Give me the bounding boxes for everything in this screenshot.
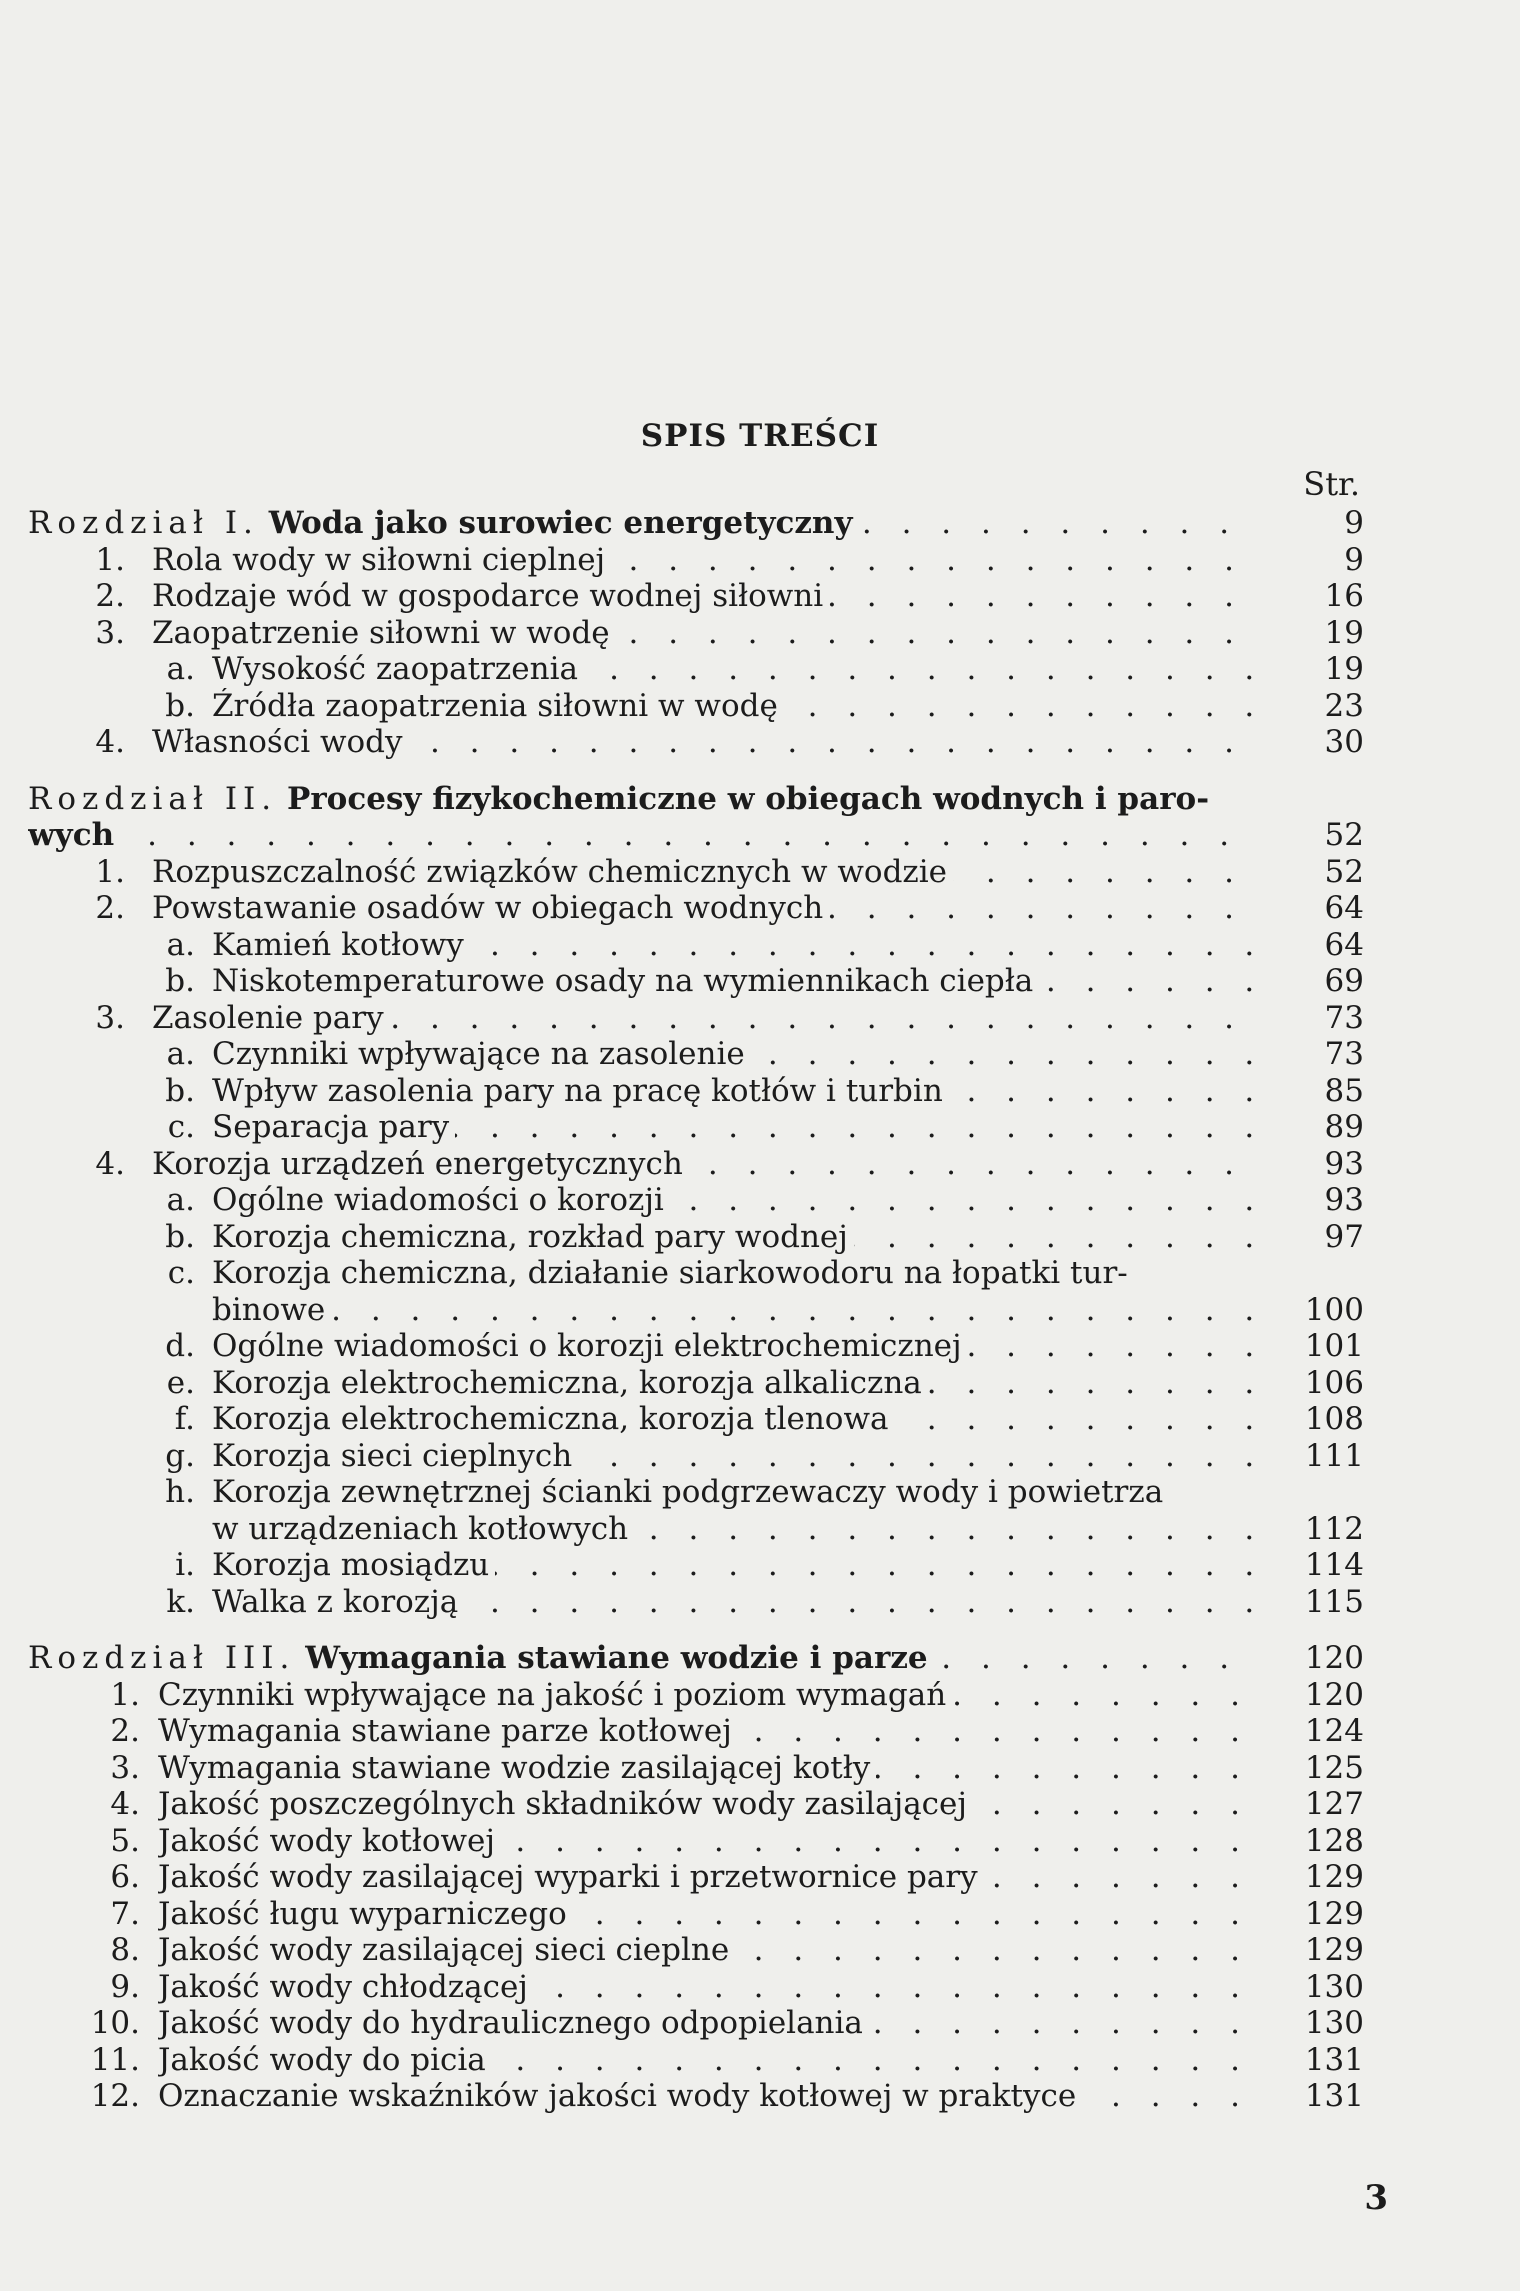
entry-title: Ogólne wiadomości o korozji elektrochemicznej (212, 1328, 962, 1364)
entry-page: 19 (1324, 651, 1364, 687)
toc-entry (0, 1677, 1520, 1714)
toc-entry (0, 1109, 1520, 1146)
entry-title: Wymagania stawiane parze kotłowej (158, 1713, 732, 1749)
toc-entry (0, 1073, 1520, 1110)
chapter-label: Rozdział II. (28, 780, 278, 817)
entry-page: 89 (1324, 1109, 1364, 1145)
page-column-label: Str. (1303, 465, 1360, 503)
chapter-label: Rozdział I. (28, 505, 259, 541)
entry-number: e. (166, 1364, 195, 1401)
entry-page: 97 (1324, 1218, 1364, 1255)
toc-entry (0, 2042, 1520, 2079)
entry-page: 108 (1304, 1401, 1364, 1437)
entry-title: Jakość wody zasilającej wyparki i przetwornice pary (158, 1859, 978, 1895)
toc-entry (0, 1584, 1520, 1621)
entry-title: Powstawanie osadów w obiegach wodnych (152, 890, 824, 926)
entry-title: Oznaczanie wskaźników jakości wody kotłowej w praktyce (158, 2078, 1077, 2114)
chapter-title: Woda jako surowiec energetyczny (268, 505, 853, 541)
entry-page: 111 (1304, 1437, 1364, 1474)
toc-entry (0, 2078, 1520, 2115)
table-of-contents (0, 505, 1520, 2115)
toc-entry (0, 1859, 1520, 1896)
entry-title: Źródła zaopatrzenia siłowni w wodę (212, 687, 778, 724)
toc-entry (0, 1182, 1520, 1219)
entry-page: 131 (1304, 2041, 1364, 2078)
entry-number: g. (165, 1437, 195, 1474)
entry-title: Korozja chemiczna, działanie siarkowodoru na łopatki tur- (212, 1255, 1128, 1291)
entry-number: 1. (110, 1676, 140, 1713)
entry-number: 11. (90, 2041, 140, 2078)
entry-number: a. (166, 651, 195, 687)
entry-title: Separacja pary (212, 1109, 450, 1145)
chapter-page: 52 (1324, 817, 1364, 853)
entry-number: f. (174, 1401, 195, 1437)
chapter-title: Procesy fizykochemiczne w obiegach wodnych i paro- (287, 780, 1210, 817)
chapter-page: 9 (1344, 505, 1364, 541)
toc-entry (0, 1365, 1520, 1402)
entry-title: Korozja chemiczna, rozkład pary wodnej (212, 1218, 848, 1255)
entry-page: 30 (1324, 724, 1364, 760)
entry-page: 93 (1324, 1182, 1364, 1218)
entry-page: 112 (1304, 1510, 1364, 1547)
entry-title: Korozja mosiądzu (212, 1547, 490, 1583)
entry-title: Jakość wody zasilającej sieci cieplne (158, 1932, 730, 1968)
entry-page: 115 (1304, 1583, 1364, 1620)
toc-entry (0, 1713, 1520, 1750)
entry-page: 85 (1324, 1072, 1364, 1109)
entry-number: 2. (110, 1713, 140, 1749)
entry-number: a. (166, 926, 195, 963)
entry-page: 130 (1304, 2005, 1364, 2041)
entry-number: 4. (95, 724, 125, 760)
entry-title-continued: binowe (212, 1291, 326, 1328)
entry-number: h. (165, 1474, 195, 1510)
entry-page: 131 (1304, 2078, 1364, 2114)
entry-title: Rola wody w siłowni cieplnej (152, 541, 606, 578)
entry-page: 23 (1324, 687, 1364, 724)
toc-entry (0, 963, 1520, 1000)
entry-page: 114 (1304, 1547, 1364, 1583)
chapter-label: Rozdział III. (28, 1640, 296, 1676)
entry-page: 73 (1324, 1036, 1364, 1072)
entry-number: 1. (95, 541, 125, 578)
entry-number: 2. (95, 890, 125, 926)
toc-entry (0, 1036, 1520, 1073)
toc-entry (0, 724, 1520, 761)
toc-entry-continued (0, 1292, 1520, 1329)
toc-entry (0, 927, 1520, 964)
toc-entry (0, 2005, 1520, 2042)
entry-title: Niskotemperaturowe osady na wymiennikach ciepła (212, 963, 1034, 999)
entry-number: k. (166, 1583, 195, 1620)
entry-title: Własności wody (152, 724, 403, 760)
toc-entry (0, 1969, 1520, 2006)
entry-title: Zaopatrzenie siłowni w wodę (152, 614, 610, 651)
entry-page: 129 (1304, 1859, 1364, 1895)
page-number: 3 (1364, 2178, 1388, 2218)
entry-title: Wymagania stawiane wodzie zasilającej kotły (158, 1749, 871, 1786)
entry-title: Wysokość zaopatrzenia (212, 651, 578, 687)
entry-title: Korozja sieci cieplnych (212, 1437, 573, 1474)
entry-number: b. (165, 687, 195, 724)
entry-page: 73 (1324, 999, 1364, 1036)
entry-title: Wpływ zasolenia pary na pracę kotłów i turbin (212, 1072, 943, 1109)
toc-entry (0, 1401, 1520, 1438)
toc-entry (0, 615, 1520, 652)
entry-title: Czynniki wpływające na jakość i poziom wymagań (158, 1676, 947, 1713)
chapter-title: Wymagania stawiane wodzie i parze (305, 1640, 928, 1676)
toc-entry (0, 1438, 1520, 1475)
entry-title: Jakość ługu wyparniczego (158, 1895, 567, 1932)
entry-number: 3. (95, 614, 125, 651)
entry-number: a. (166, 1182, 195, 1218)
entry-title: Zasolenie pary (152, 999, 384, 1036)
entry-page: 52 (1324, 853, 1364, 890)
entry-page: 106 (1304, 1364, 1364, 1401)
toc-entry (0, 1146, 1520, 1183)
toc-entry (0, 1896, 1520, 1933)
toc-entry (0, 1474, 1520, 1511)
entry-page: 129 (1304, 1895, 1364, 1932)
chapter-heading (0, 505, 1520, 542)
toc-entry (0, 1547, 1520, 1584)
entry-number: 7. (110, 1895, 140, 1932)
entry-title: Jakość wody do hydraulicznego odpopielania (158, 2005, 863, 2041)
toc-entry (0, 688, 1520, 725)
toc-entry (0, 578, 1520, 615)
entry-title: Jakość poszczególnych składników wody zasilającej (158, 1786, 967, 1822)
entry-page: 100 (1304, 1291, 1364, 1328)
entry-number: 3. (95, 999, 125, 1036)
entry-title: Kamień kotłowy (212, 926, 464, 963)
entry-number: 5. (110, 1822, 140, 1859)
entry-number: a. (166, 1036, 195, 1072)
entry-number: c. (167, 1255, 195, 1291)
entry-title: Jakość wody do picia (158, 2041, 486, 2078)
entry-number: 4. (95, 1145, 125, 1182)
entry-number: 6. (110, 1859, 140, 1895)
page-title: SPIS TREŚCI (640, 418, 880, 454)
entry-title: Jakość wody chłodzącej (158, 1968, 528, 2005)
entry-page: 64 (1324, 890, 1364, 926)
toc-entry (0, 651, 1520, 688)
entry-number: 12. (90, 2078, 140, 2114)
toc-entry (0, 1823, 1520, 1860)
entry-title: Korozja urządzeń energetycznych (152, 1145, 683, 1182)
toc-entry (0, 542, 1520, 579)
entry-number: d. (165, 1328, 195, 1364)
toc-entry (0, 1932, 1520, 1969)
entry-number: 1. (95, 853, 125, 890)
entry-title: Ogólne wiadomości o korozji (212, 1182, 664, 1218)
entry-number: b. (165, 1072, 195, 1109)
toc-entry (0, 854, 1520, 891)
chapter-heading-continued (0, 817, 1520, 854)
entry-title-continued: w urządzeniach kotłowych (212, 1510, 629, 1547)
entry-number: b. (165, 1218, 195, 1255)
toc-entry (0, 1328, 1520, 1365)
chapter-title-continued: wych (28, 817, 115, 853)
entry-page: 128 (1304, 1822, 1364, 1859)
toc-entry (0, 890, 1520, 927)
entry-page: 125 (1304, 1749, 1364, 1786)
entry-number: 10. (90, 2005, 140, 2041)
entry-title: Rozpuszczalność związków chemicznych w wodzie (152, 853, 948, 890)
toc-entry (0, 1000, 1520, 1037)
entry-number: 2. (95, 578, 125, 614)
toc-entry (0, 1255, 1520, 1292)
toc-entry (0, 1786, 1520, 1823)
chapter-heading (0, 1640, 1520, 1677)
chapter-heading (0, 781, 1520, 818)
entry-page: 101 (1304, 1328, 1364, 1364)
entry-page: 129 (1304, 1932, 1364, 1968)
entry-page: 127 (1304, 1786, 1364, 1822)
entry-title: Jakość wody kotłowej (158, 1822, 496, 1859)
entry-number: 3. (110, 1749, 140, 1786)
toc-entry (0, 1219, 1520, 1256)
entry-page: 16 (1324, 578, 1364, 614)
toc-entry (0, 1750, 1520, 1787)
entry-title: Walka z korozją (212, 1583, 459, 1620)
toc-entry-continued (0, 1511, 1520, 1548)
entry-title: Rodzaje wód w gospodarce wodnej siłowni (152, 578, 824, 614)
entry-number: 8. (110, 1932, 140, 1968)
entry-title: Korozja elektrochemiczna, korozja alkaliczna (212, 1364, 922, 1401)
entry-page: 120 (1304, 1676, 1364, 1713)
entry-title: Korozja elektrochemiczna, korozja tlenowa (212, 1401, 889, 1437)
entry-page: 64 (1324, 926, 1364, 963)
entry-page: 124 (1304, 1713, 1364, 1749)
entry-page: 19 (1324, 614, 1364, 651)
chapter-page: 120 (1304, 1640, 1364, 1676)
entry-page: 130 (1304, 1968, 1364, 2005)
entry-page: 69 (1324, 963, 1364, 999)
entry-number: c. (167, 1109, 195, 1145)
entry-number: b. (165, 963, 195, 999)
entry-page: 9 (1344, 541, 1364, 578)
entry-title: Czynniki wpływające na zasolenie (212, 1036, 745, 1072)
entry-title: Korozja zewnętrznej ścianki podgrzewaczy wody i powietrza (212, 1474, 1164, 1510)
entry-page: 93 (1324, 1145, 1364, 1182)
entry-number: 4. (110, 1786, 140, 1822)
entry-number: 9. (110, 1968, 140, 2005)
entry-number: i. (175, 1547, 195, 1583)
